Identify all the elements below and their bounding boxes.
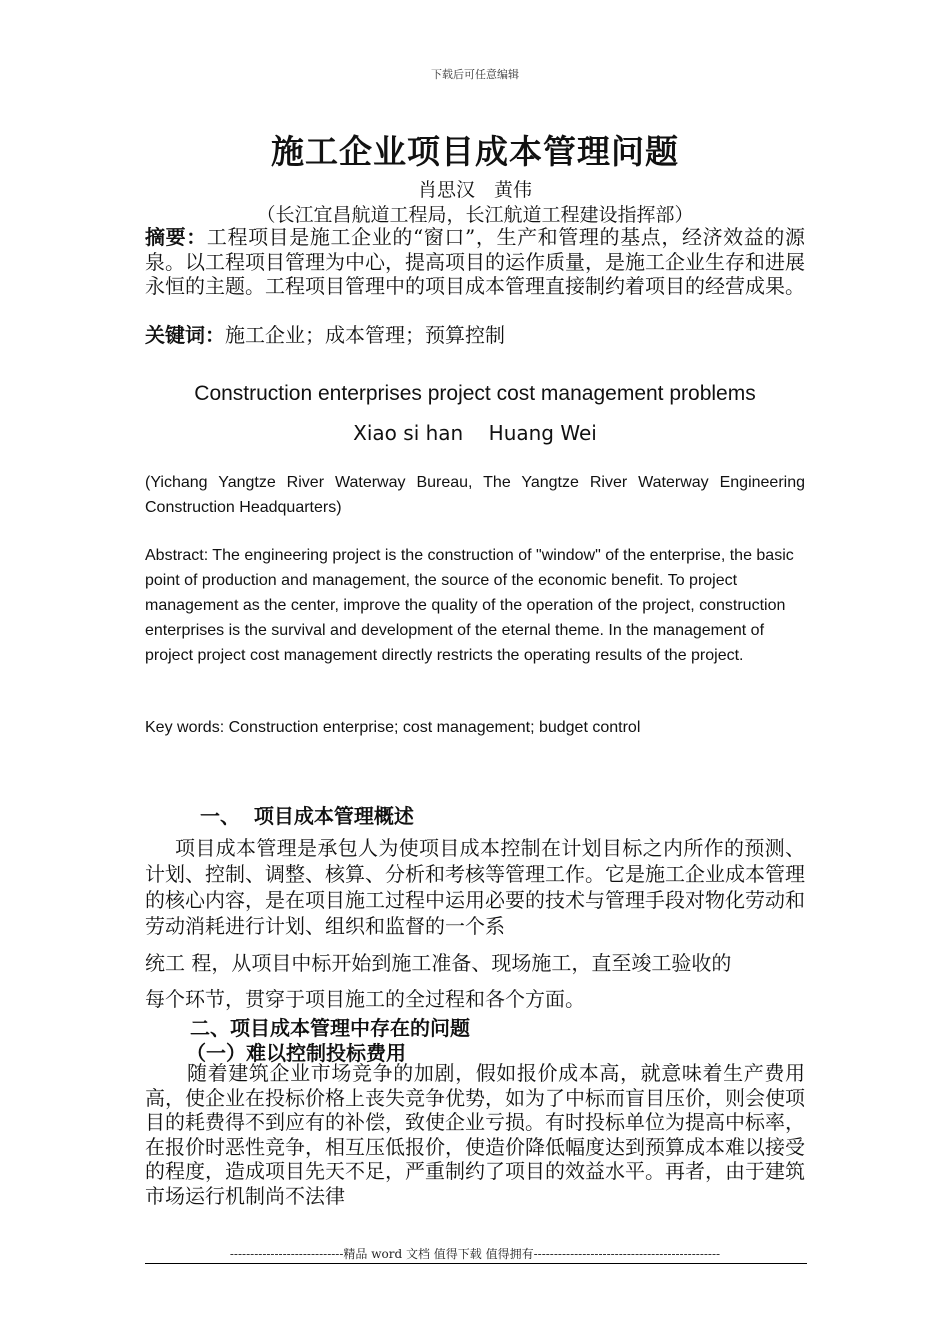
header-note: 下载后可任意编辑 [431,68,519,81]
page-title: 施工企业项目成本管理问题 [271,132,679,171]
keywords-en-label: Key words: [145,719,225,736]
abstract-cn [145,225,805,299]
footer-note: ----------------------------精品 word 文档 值得下载 值得拥有---------------------------------------------- [229,1247,721,1261]
keywords-cn-text: 施工企业；成本管理；预算控制 [225,323,505,347]
keywords-en [145,715,805,740]
authors-cn: 肖思汉 黄伟 [417,179,532,201]
section1-paragraph-part1: 项目成本管理是承包人为使项目成本控制在计划目标之内所作的预测、计划、控制、调整、核算、分析和考核等管理工作。它是施工企业成本管理的核心内容，是在项目施工过程中运用必要的技术与管理手段对物化劳动和劳动消耗进行计划、组织和监督的一个系 [145,836,805,938]
abstract-cn-text: 工程项目是施工企业的“窗口”，生产和管理的基点，经济效益的源泉。以工程项目管理为中心，提高项目的运作质量，是施工企业生存和进展永恒的主题。工程项目管理中的项目成本管理直接制约着项目的经营成果。 [145,225,806,298]
section1-paragraph-part3: 每个环节，贯穿于项目施工的全过程和各个方面。 [145,987,585,1011]
abstract-en-label: Abstract: [145,547,209,564]
section2-paragraph: 随着建筑企业市场竞争的加剧，假如报价成本高，就意味着生产费用高，使企业在投标价格上丧失竞争优势，如为了中标而盲目压价，则会使项目的耗费得不到应有的补偿，致使企业亏损。有时投标单位为提高中标率，在报价时恶性竞争，相互压低报价，使造价降低幅度达到预算成本难以接受的程度，造成项目先天不足，严重制约了项目的效益水平。再者，由于建筑市场运行机制尚不法律 [145,1061,805,1208]
section1-heading: 一、 项目成本管理概述 [200,804,414,828]
section2-heading: 二、项目成本管理中存在的问题 [190,1016,470,1040]
affiliation-cn: （长江宜昌航道工程局，长江航道工程建设指挥部） [256,204,694,226]
authors-en: Xiao si han Huang Wei [353,421,597,445]
keywords-en-text: Construction enterprise; cost management; budget control [224,719,641,736]
affiliation-en: (Yichang Yangtze River Waterway Bureau, The Yangtze River Waterway Engineering Construction Headquarters) [145,474,805,516]
keywords-cn-label: 关键词： [145,323,225,347]
title-en: Construction enterprises project cost management problems [194,382,756,405]
keywords-cn [145,323,805,348]
section1-paragraph-part2: 统工 程，从项目中标开始到施工准备、现场施工，直至竣工验收的 [145,951,732,975]
abstract-en [145,543,805,668]
section2-subheading: （一）难以控制投标费用 [186,1041,406,1065]
footer-divider [145,1263,807,1264]
abstract-en-text: The engineering project is the construction of "window" of the enterprise, the basic point of production and management, the source of the economic benefit. To project management as the center, improve the quality of the operation of the project, construction enterprises is the survival and development of the eternal theme. In the management of project project cost management directly restricts the operating results of the project. [145,547,794,664]
abstract-cn-label: 摘要： [145,225,207,249]
